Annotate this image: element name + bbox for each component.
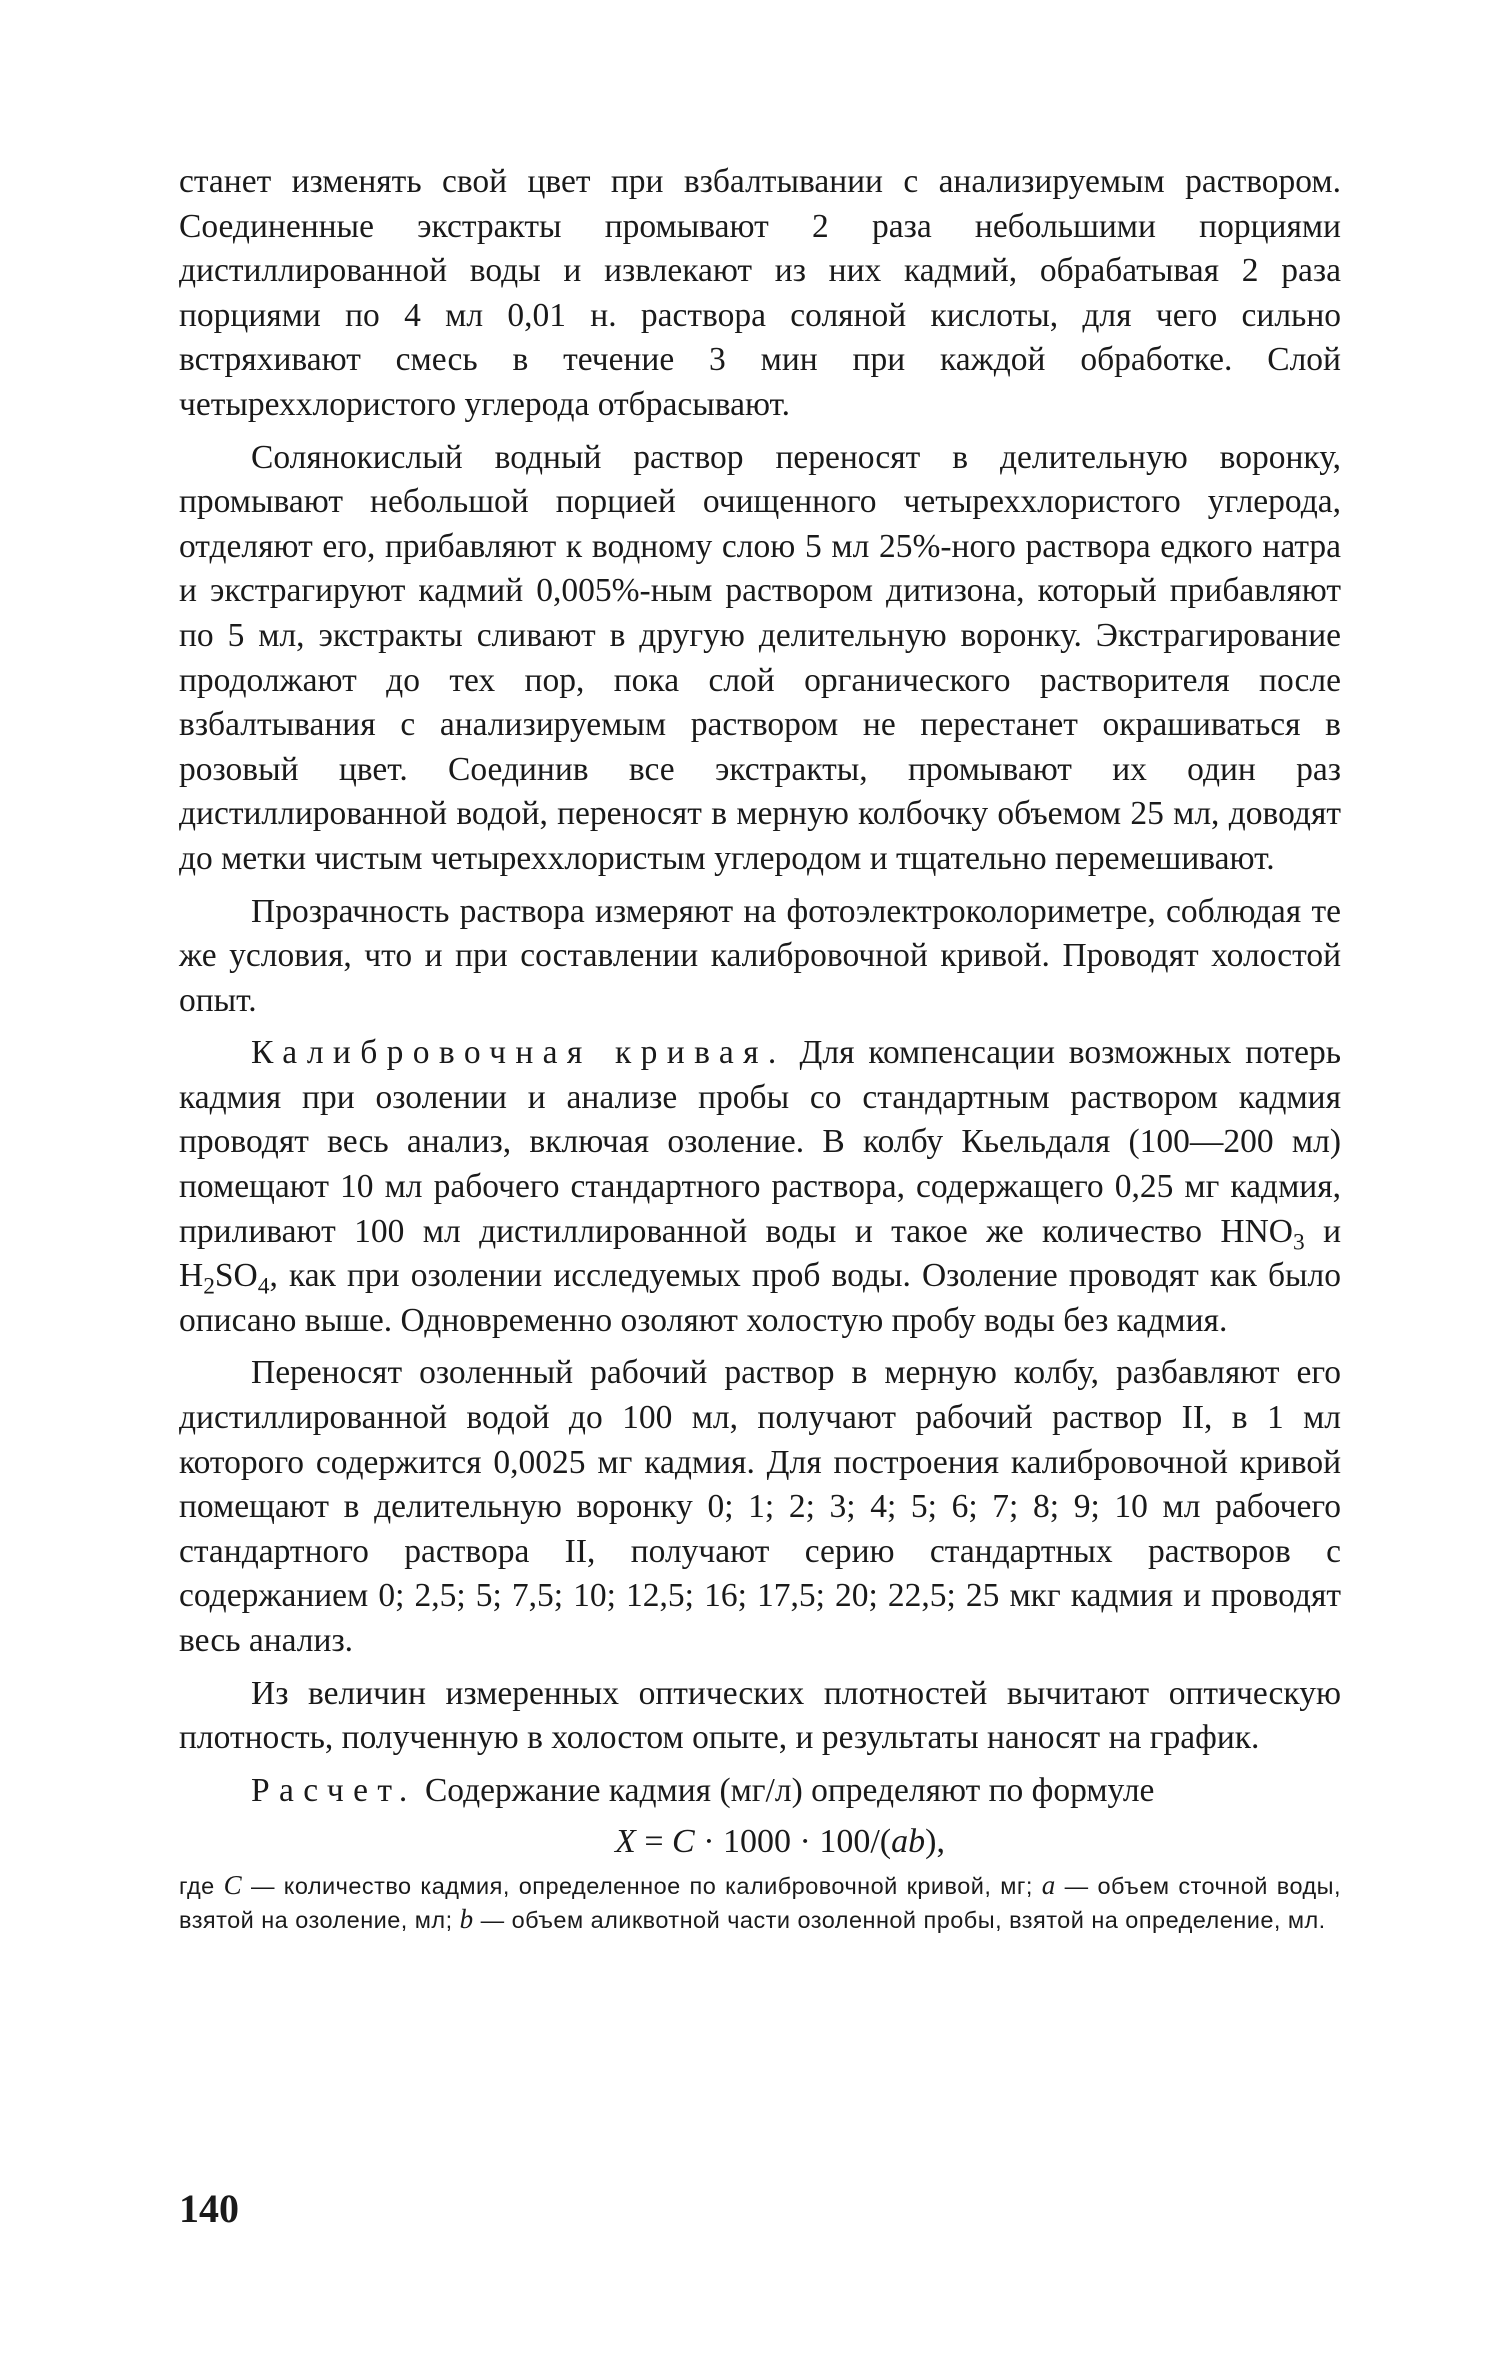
paragraph-transparency: Прозрачность раствора измеряют на фотоэлектроколориметре, соблюдая те же условия, что и при составлении калибровочной кривой. Проводят холостой опыт. [179, 892, 1341, 1019]
page-number: 140 [179, 2186, 239, 2231]
paragraph-calculation [179, 1769, 1341, 1814]
formula-legend: где C — количество кадмия, определенное по калибровочной кривой, мг; a — объем сточной воды, взятой на озоление, мл; b — объем аликвотной части озоленной пробы, взятой на определение, мл. [179, 1870, 1342, 1935]
calculation-heading: Расчет. [251, 1771, 417, 1809]
paragraph-extraction: Солянокислый водный раствор переносят в делительную воронку, промывают небольшой порцией очищенного четыреххлористого углерода, отделяют его, прибавляют к водному слою 5 мл 25%-ного раствора едкого натра и экстрагируют кадмий 0,005%-ным раствором дитизона, который прибавляют по 5 мл, экстракты сливают в другую делительную воронку. Экстрагирование продолжают до тех пор, пока слой органического растворителя после взбалтывания с анализируемым раствором не перестанет окрашиваться в розовый цвет. Соединив все экстракты, промывают их один раз дистиллированной водой, переносят в мерную колбочку объемом 25 мл, доводят до метки чистым четыреххлористым углеродом и тщательно перемешивают. [179, 438, 1341, 877]
calibration-heading: Калибровочная кривая. [251, 1034, 786, 1072]
acid-nitric: $HNO_3$ [1220, 1212, 1305, 1256]
page-body [179, 160, 1341, 1937]
calibration-text-before: Для компенсации возможных потерь кадмия при озолении и анализе пробы со стандартным раствором кадмия проводят весь анализ, включая озоление. В колбу Кьельдаля (100—200 мл) помещают 10 мл рабочего стандартного раствора, содержащего 0,25 мг кадмия, приливают 100 мл дистиллированной воды и такое же количество [179, 1034, 1341, 1250]
paragraph-continuation: станет изменять свой цвет при взбалтывании с анализируемым раствором. Соединенные экстракты промывают 2 раза небольшими порциями дистиллированной воды и извлекают из них кадмий, обрабатывая 2 раза порциями по 4 мл 0,01 н. раствора соляной кислоты, для чего сильно встряхивают смесь в течение 3 мин при каждой обработке. Слой четыреххлористого углерода отбрасывают. [179, 163, 1341, 423]
paragraph-optical-density: Из величин измеренных оптических плотностей вычитают оптическую плотность, полученную в холостом опыте, и результаты наносят на график. [179, 1674, 1341, 1757]
paragraph-transfer: Переносят озоленный рабочий раствор в мерную колбу, разбавляют его дистиллированной водой до 100 мл, получают рабочий раствор II, в 1 мл которого содержится 0,0025 мг кадмия. Для построения калибровочной кривой помещают в делительную воронку 0; 1; 2; 3; 4; 5; 6; 7; 8; 9; 10 мл рабочего стандартного раствора II, получают серию стандартных растворов с содержанием 0; 2,5; 5; 7,5; 10; 12,5; 16; 17,5; 20; 22,5; 25 мкг кадмия и проводят весь анализ. [179, 1354, 1341, 1659]
calculation-text: Содержание кадмия (мг/л) определяют по формуле [416, 1771, 1155, 1809]
acid-sulfuric: $H_2SO_4$ [179, 1257, 270, 1300]
paragraph-calibration: Калибровочная кривая. Для компенсации возможных потерь кадмия при озолении и анализе пробы со стандартным раствором кадмия проводят весь анализ, включая озоление. В колбу Кьельдаля (100—200 мл) помещают 10 мл рабочего стандартного раствора, содержащего 0,25 мг кадмия, приливают 100 мл дистиллированной воды и такое же количество $HNO_3$ и $H_2SO_4$, как при озолении исследуемых проб воды. Озоление проводят как было описано выше. Одновременно озоляют холостую пробу воды без кадмия. [179, 1034, 1341, 1339]
formula: X = C · 1000 · 100/(ab), [615, 1823, 945, 1861]
calibration-text-after: , как при озолении исследуемых проб воды. Озоление проводят как было описано выше. Одновременно озоляют холостую пробу воды без кадмия. [179, 1257, 1341, 1339]
